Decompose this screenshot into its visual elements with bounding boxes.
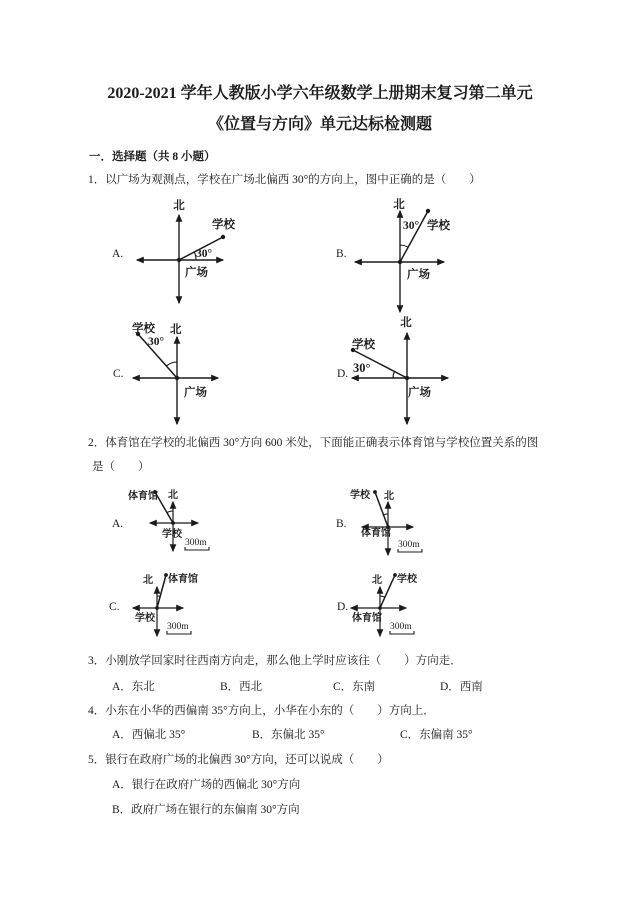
angle-arc: [393, 371, 395, 378]
north-label: 北: [143, 575, 153, 586]
angle-label: 30°: [148, 336, 165, 348]
question-1-text: 1．以广场为观测点，学校在广场北偏西 30°的方向上，图中正确的是（ ）: [88, 174, 481, 186]
q1-diagram-b: [330, 196, 490, 316]
angle-arc: [157, 596, 161, 597]
q2-diagram-d: [325, 570, 445, 642]
school-label: 学校: [427, 220, 450, 232]
angle-label: 30°: [353, 361, 371, 375]
north-label: 北: [170, 324, 182, 336]
scale-label: 300m: [398, 540, 420, 550]
q1-diagram-a: [100, 196, 250, 314]
q2-diagram-b: [340, 486, 460, 561]
document-title-line1: 2020-2021 学年人教版小学六年级数学上册期末复习第二单元: [107, 85, 533, 102]
q1-diagram-d: [330, 312, 490, 430]
gym-label: 体育馆: [352, 613, 382, 624]
question-2-text-line1: 2．体育馆在学校的北偏西 30°方向 600 米处，下面能正确表示体育馆与学校位置关系的图: [88, 437, 539, 449]
plaza-label: 广场: [407, 269, 430, 281]
section-heading: 一．选择题（共 8 小题）: [89, 151, 216, 163]
angle-label: 30°: [403, 220, 420, 232]
q1-option-b-letter: B.: [336, 248, 347, 260]
scale-label: 300m: [390, 622, 412, 632]
school-label: 学校: [352, 339, 375, 351]
north-label: 北: [393, 199, 405, 211]
angle-arc: [380, 596, 385, 597]
scale-label: 300m: [167, 622, 189, 632]
q3-option-a: A．东北: [112, 681, 155, 693]
north-label: 北: [400, 317, 412, 329]
school-label: 学校: [132, 323, 155, 335]
angle-arc: [167, 511, 173, 513]
angle-arc: [383, 514, 388, 515]
q2-diagram-a: [115, 486, 235, 558]
question-3-text: 3．小刚放学回家时往西南方向走，那么他上学时应该往（ ）方向走．: [88, 655, 462, 667]
q2-option-d-letter: D.: [337, 601, 349, 613]
angle-arc: [400, 245, 409, 248]
q3-option-c: C．东南: [333, 681, 376, 693]
angle-label: 30°: [196, 248, 213, 260]
q3-option-d: D．西南: [440, 681, 483, 693]
angle-arc: [167, 362, 178, 366]
question-2-text-line2: 是（ ）: [92, 461, 150, 473]
gym-label: 体育馆: [168, 574, 198, 585]
plaza-label: 广场: [408, 387, 431, 399]
north-label: 北: [173, 200, 185, 212]
scale-label: 300m: [185, 538, 207, 548]
school-label: 学校: [212, 219, 235, 231]
question-4-text: 4．小东在小华的西偏南 35°方向上，小华在小东的（ ）方向上．: [88, 705, 435, 717]
question-5-text: 5．银行在政府广场的北偏西 30°方向，还可以说成（ ）: [88, 754, 389, 766]
q2-option-c-letter: C.: [109, 601, 120, 613]
north-label: 北: [384, 491, 394, 502]
plaza-label: 广场: [185, 267, 208, 279]
school-label: 学校: [162, 529, 182, 540]
q1-option-d-letter: D.: [337, 368, 349, 380]
q5-option-a: A．银行在政府广场的西偏北 30°方向: [112, 779, 301, 791]
q1-option-a-letter: A.: [112, 248, 124, 260]
q4-option-a: A．西偏北 35°: [112, 729, 186, 741]
q1-diagram-c: [100, 312, 250, 430]
school-label: 学校: [350, 490, 370, 501]
north-label: 北: [372, 575, 382, 586]
q3-option-b: B．西北: [220, 681, 263, 693]
q2-option-b-letter: B.: [336, 518, 347, 530]
gym-label: 体育馆: [128, 491, 158, 502]
q4-option-b: B．东偏北 35°: [252, 729, 325, 741]
direction-ray: [398, 209, 430, 264]
q2-diagram-c: [100, 570, 220, 642]
gym-label: 体育馆: [361, 528, 391, 539]
plaza-label: 广场: [184, 387, 207, 399]
school-label: 学校: [135, 613, 155, 624]
q2-option-a-letter: A.: [112, 518, 124, 530]
school-label: 学校: [397, 574, 417, 585]
north-label: 北: [168, 490, 178, 501]
document-title-line2: 《位置与方向》单元达标检测题: [207, 116, 432, 133]
q4-option-c: C．东偏南 35°: [400, 729, 473, 741]
q1-option-c-letter: C.: [113, 368, 124, 380]
compass-axes: [133, 337, 218, 424]
q5-option-b: B．政府广场在银行的东偏南 30°方向: [112, 804, 300, 816]
